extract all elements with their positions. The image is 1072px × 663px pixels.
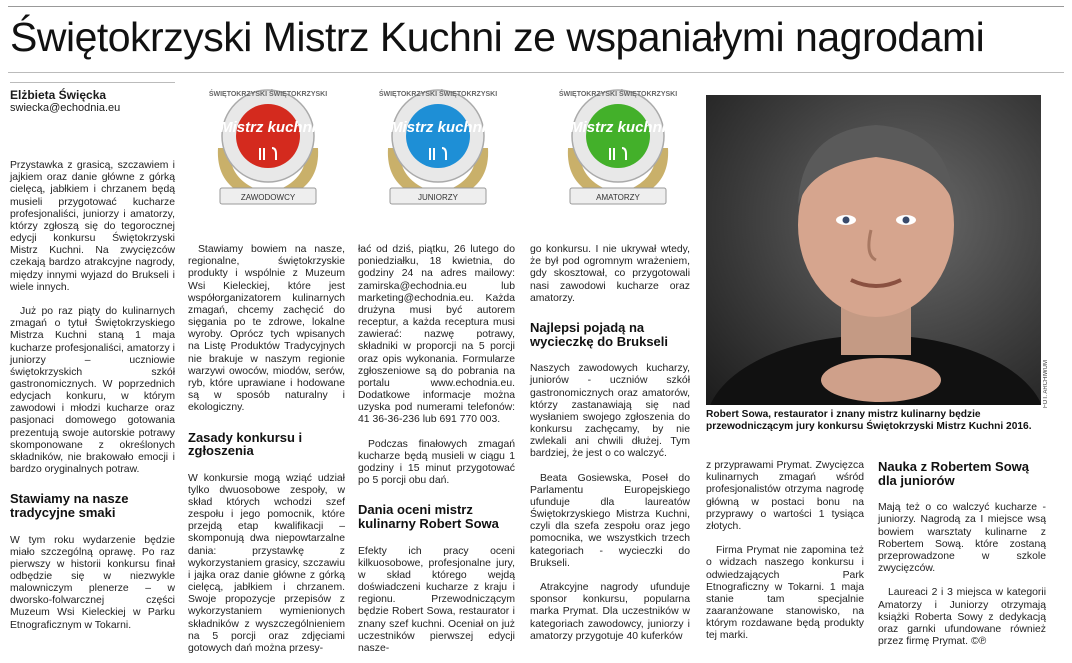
subheading: Najlepsi pojadą na wycieczkę do Brukseli [530, 320, 669, 349]
logo-title: Mistrz kuchni [570, 119, 666, 136]
logo-badge [218, 90, 318, 204]
photo-caption: Robert Sowa, restaurator i znany mistrz kulinarny będzie przewodniczącym jury konkursu Świętokrzyski Mistrz Kuchni 2016. [706, 409, 1032, 432]
logo-title: Mistrz kuchni [220, 119, 316, 136]
paragraph: W konkursie mogą wziąć udział tylko dwuosobowe zespoły, w skład których wchodzi szef zespołu i jego pomocnik, które przejdą etap kwalifikacji – skomponują dwa niepowtarzalne dania: przystawkę z wykorzystaniem grasicy, szczawiu i jajka oraz danie główne z górką cielęcą, jabłkiem i chrzanem. Swoje propozycje przepisów z wykorzystaniem wymienionych składników z wyszczególnieniem na 5 porcji oraz zdjęciami gotowych dań można przesy- [188, 472, 345, 654]
column-6 [878, 444, 1046, 660]
photo-credit: FOT. ARCHIWUM [1043, 360, 1049, 408]
logo-zawodowcy [198, 86, 338, 211]
paragraph: Beata Gosiewska, Poseł do Parlamentu Europejskiego ufunduje dla laureatów Świętokrzyskiego Mistrza Kuchni, czyli dla szefa zespołu oraz jego pomocnika, we wszystkich trzech kategoriach - wycieczki do Brukseli. [530, 472, 690, 569]
column-4 [530, 232, 690, 655]
logo-amatorzy [548, 86, 688, 211]
author-rule [10, 82, 175, 83]
paragraph: Podczas finałowych zmagań kucharze będą musieli w ciągu 1 godziny i 15 minut przygotować po 5 porcji obu dań. [358, 438, 515, 487]
paragraph: Stawiamy bowiem na nasze, regionalne, świętokrzyskie produkty i wspólnie z Muzeum Wsi Kieleckiej, które jest współorganizatorem kulinarnych zmagań, chcemy zachęcić do sięgania po te zdrowe, lokalne wyroby. Oprócz tych wpisanych na Listę Produktów Tradycyjnych nie brakuje w naszym regionie warzywi owoców, miodów, serów, ryb, które uprawiane i hodowane są w sposób naturalny i ekologiczny. [188, 244, 345, 414]
subheading: Stawiamy na nasze tradycyjne smaki [10, 491, 129, 520]
portrait-photo [706, 95, 1041, 405]
headline-rule [8, 72, 1064, 73]
author-email[interactable]: swiecka@echodnia.eu [10, 102, 121, 114]
column-3 [358, 232, 515, 663]
paragraph: Mają też o co walczyć kucharze - juniorzy. Nagrodą za I miejsce wsą bowiem warsztaty kulinarne z Robertem Sową. które zostaną przeprowadzone w szkole zwycięzców. [878, 502, 1046, 575]
paragraph: Laureaci 2 i 3 miejsca w kategorii Amatorzy i Juniorzy otrzymają książki Roberta Sowy z dedykacją oraz garnki ufundowane również przez firmę Prymat. ©℗ [878, 587, 1046, 648]
subheading: Dania oceni mistrz kulinarny Robert Sowa [358, 502, 499, 531]
top-rule [8, 6, 1064, 7]
headline: Świętokrzyski Mistrz Kuchni ze wspaniałymi nagrodami [10, 14, 985, 60]
logo-title: Mistrz kuchni [390, 119, 486, 136]
paragraph: Naszych zawodowych kucharzy, juniorów - uczniów szkół gastronomicznych oraz amatorów, którzy zastanawiają się nad wysłaniem swojego zgłoszenia do konkursu zachęcamy, by nie zwlekali ani chwili dłużej. Tym bardziej, że jest o co walczyć. [530, 363, 690, 460]
paragraph: łać od dziś, piątku, 26 lutego do poniedziałku, 18 kwietnia, do godziny 24 na adres mailowy: zamirska@echodnia.eu lub marketing@echodnia.eu. Każda drużyna musi być autorem receptur, a każda receptura musi zawierać: nazwę potrawy, składniki w proporcji na 5 porcji oraz opis wykonania. Formularze zgłoszeniowe są do pobrania na portalu www.echodnia.eu. Dodatkowe informacje można uzyska pod numerami telefonów: 41 36-36-236 lub 691 770 003. [358, 244, 515, 426]
paragraph: Już po raz piąty do kulinarnych zmagań o tytuł Świętokrzyskiego Mistrza Kuchni staną 1 maja kucharze profesjonaliści, amatorzy i juniorzy – uczniowie świętokrzyskich szkół gastronomicznych. W poprzednich edycjach konkuru, w którym zawodowi i młodzi kucharze oraz pasjonaci domowego gotowania prezentują swoje autorskie potrawy skomponowane z określonych składników, nie brakowało emocji i bardzo oryginalnych potraw. [10, 306, 175, 476]
paragraph: W tym roku wydarzenie będzie miało szczególną oprawę. Po raz pierwszy w historii konkursu finał odbędzie się w niezwykle malowniczym plenerze – w dworsko-folwarcznej części Muzeum Wsi Kieleckiej w Parku Etnograficznym w Tokarni. [10, 534, 175, 631]
column-1 [10, 148, 175, 644]
logo-ribbon-text: ZAWODOWCY [240, 193, 296, 202]
column-2 [188, 232, 345, 663]
byline [10, 88, 175, 114]
subheading: Nauka z Robertem Sową dla juniorów [878, 459, 1029, 488]
portrait-illustration [706, 95, 1041, 405]
paragraph: go konkursu. I nie ukrywał wtedy, że był pod ogromnym wrażeniem, gdy skosztował, co przygotowali nasi zawodowi kucharze oraz amatorzy. [530, 244, 690, 304]
paragraph: z przyprawami Prymat. Zwycięzca kulinarnych zmagań wśród profesjonalistów otrzyma nagrodę główną w postaci bonu na przyprawy o wartości 1 tysiąca złotych. [706, 460, 864, 532]
column-5 [706, 448, 864, 655]
logo-badge [388, 90, 488, 204]
paragraph: Firma Prymat nie zapomina też o widzach naszego konkursu i odwiedzających Park Etnograficzny w Tokarni. 1 maja stanie tam specjalnie zaaranżowane stanowisko, na którym rozdawane będą produkty tej marki. [706, 545, 864, 642]
author-name: Elżbieta Święcka [10, 88, 107, 102]
paragraph: Przystawka z grasicą, szczawiem i jajkiem oraz danie główne z górką cielęcą, jabłkiem i chrzanem będą musieli przygotować kucharze profesjonaliści, juniorzy i amatorzy, którzy zgłoszą się do tegorocznej edycji konkursu Świętokrzyski Mistrz Kuchni. Na zwycięzców czekają bardzo atrakcyjne nagrody, między innymi wyjazd do Brukseli i wiele innych. [10, 160, 175, 293]
logo-juniorzy [368, 86, 508, 211]
paragraph: Atrakcyjne nagrody ufunduje sponsor konkursu, popularna marka Prymat. Dla uczestników w kategoriach zawodowcy, juniorzy i amatorzy przygotuje 40 kuferków [530, 582, 690, 642]
logo-ring-text: ŚWIĘTOKRZYSKI ŚWIĘTOKRZYSKI [558, 91, 678, 98]
logo-ring-text: ŚWIĘTOKRZYSKI ŚWIĘTOKRZYSKI [208, 91, 328, 98]
logo-ribbon-text: JUNIORZY [418, 193, 458, 202]
logo-ribbon-text: AMATORZY [596, 193, 640, 202]
subheading: Zasady konkursu i zgłoszenia [188, 429, 303, 458]
logo-badge [568, 90, 668, 204]
logo-ring-text: ŚWIĘTOKRZYSKI ŚWIĘTOKRZYSKI [378, 91, 498, 98]
paragraph: Efekty ich pracy oceni kilkuosobowe, profesjonalne jury, w skład którego wejdą doświadczeni kucharze z kraju i regionu. Przewodniczącym będzie Robert Sowa, restaurator i znany szef kuchni. Oceniał on już uczestników pierwszej edycji nasze- [358, 545, 515, 654]
